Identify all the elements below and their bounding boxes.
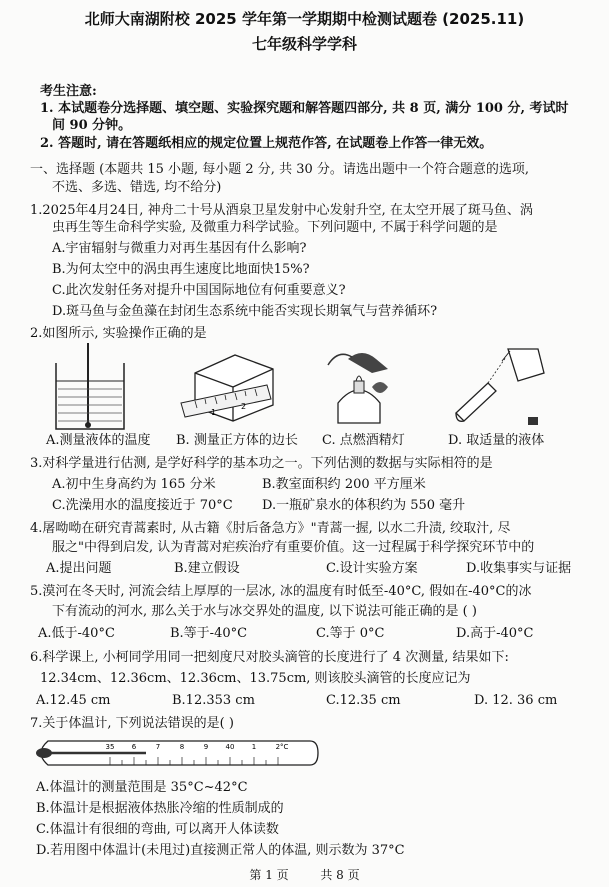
q4-option-a: A.提出问题	[46, 561, 112, 576]
q4-option-d: D.收集事实与证据	[466, 561, 572, 576]
q4-stem-2: 服之"中得到启发, 认为青蒿对疟疾治疗有重要价值。这一过程属于科学探究环节中的	[52, 540, 535, 555]
q3-stem: 3.对科学量进行估测, 是学好科学的基本功之一。下列估测的数据与实际相符的是	[30, 456, 493, 471]
q7-option-b: B.体温计是根据液体热胀冷缩的性质制成的	[36, 801, 284, 816]
scale-label-36: 6	[131, 743, 137, 751]
q7-option-d: D.若用图中体温计(未甩过)直接测正常人的体温, 则示数为 37°C	[36, 843, 405, 858]
page-number: 第 1 页	[249, 868, 289, 882]
q7-option-a: A.体温计的测量范围是 35°C~42°C	[36, 780, 248, 795]
page-total: 共 8 页	[320, 868, 360, 882]
q1-option-b: B.为何太空中的涡虫再生速度比地面快15%?	[52, 262, 310, 277]
q1-option-d: D.斑马鱼与金鱼藻在封闭生态系统中能否实现长期氧气与营养循环?	[52, 304, 438, 319]
q5-option-b: B.等于-40°C	[170, 626, 248, 641]
exam-title: 北师大南湖附校 2025 学年第一学期期中检测试题卷 (2025.11)	[84, 10, 525, 28]
q2-option-a: A.测量液体的温度	[46, 433, 151, 448]
cube-ruler-figure	[175, 345, 285, 425]
scale-label-38: 8	[179, 743, 185, 751]
pour-liquid-figure	[448, 343, 548, 431]
q4-option-c: C.设计实验方案	[326, 561, 418, 576]
scale-label-42: 2°C	[275, 743, 289, 751]
q3-option-b: B.教室面积约 200 平方厘米	[262, 477, 426, 492]
q7-stem: 7.关于体温计, 下列说法错误的是( )	[30, 716, 234, 731]
notice-heading: 考生注意:	[40, 84, 97, 99]
q2-stem: 2.如图所示, 实验操作正确的是	[30, 326, 207, 341]
q6-option-a: A.12.45 cm	[36, 693, 111, 708]
q2-option-b: B. 测量正方体的边长	[176, 433, 298, 448]
q5-option-d: D.高于-40°C	[456, 626, 534, 641]
scale-label-40: 40	[225, 743, 235, 751]
q2-option-c: C. 点燃酒精灯	[322, 433, 405, 448]
scale-label-39: 9	[203, 743, 209, 751]
q1-option-c: C.此次发射任务对提升中国国际地位有何重要意义?	[52, 283, 346, 298]
q1-stem-2: 虫再生等生命科学实验, 及微重力科学试验。下列问题中, 不属于科学问题的是	[52, 220, 498, 235]
notice-line-2: 间 90 分钟。	[52, 118, 132, 133]
alcohol-lamp-figure	[318, 343, 400, 431]
page-footer	[0, 866, 609, 883]
q7-option-c: C.体温计有很细的弯曲, 可以离开人体读数	[36, 822, 279, 837]
q3-option-d: D.一瓶矿泉水的体积约为 550 毫升	[262, 498, 466, 513]
q3-option-a: A.初中生身高约为 165 分米	[52, 477, 216, 492]
q6-option-d: D. 12. 36 cm	[474, 693, 558, 708]
q5-stem-2: 下有流动的河水, 那么关于水与冰交界处的温度, 以下说法可能正确的是 ( )	[52, 604, 477, 619]
q1-stem-1: 1.2025年4月24日, 神舟二十号从酒泉卫星发射中心发射升空, 在太空开展了斑马鱼、涡	[30, 203, 533, 218]
clinical-thermometer-figure	[30, 733, 320, 773]
q5-stem-1: 5.漠河在冬天时, 河流会结上厚厚的一层冰, 冰的温度有时低至-40°C, 假如在-40°C的冰	[30, 584, 532, 599]
q6-stem-2: 12.34cm、12.36cm、12.36cm、13.75cm, 则该胶头滴管的长度应记为	[40, 671, 471, 686]
exam-subtitle: 七年级科学学科	[251, 35, 357, 53]
ruler-tick-2: 2	[241, 402, 247, 411]
q5-option-a: A.低于-40°C	[38, 626, 115, 641]
scale-label-37: 7	[155, 743, 161, 751]
q5-option-c: C.等于 0°C	[316, 626, 385, 641]
q1-option-a: A.宇宙辐射与微重力对再生基因有什么影响?	[52, 241, 307, 256]
notice-line-1: 1. 本试题卷分选择题、填空题、实验探究题和解答题四部分, 共 8 页, 满分 100 分, 考试时	[40, 101, 569, 116]
q3-option-c: C.洗澡用水的温度接近于 70°C	[52, 498, 233, 513]
q6-stem-1: 6.科学课上, 小柯同学用同一把刻度尺对胶头滴管的长度进行了 4 次测量, 结果如下:	[30, 650, 509, 665]
scale-label-35: 35	[105, 743, 115, 751]
q4-stem-1: 4.屠呦呦在研究青蒿素时, 从古籍《肘后备急方》"青蒿一握, 以水二升渍, 绞取汁, 尽	[30, 521, 511, 536]
thermometer-beaker-figure	[48, 343, 130, 433]
q6-option-c: C.12.35 cm	[326, 693, 401, 708]
section-note: 不选、多选、错选, 均不给分)	[52, 180, 222, 195]
ruler-tick-1: 1	[211, 408, 217, 417]
q2-option-d: D. 取适量的液体	[448, 433, 545, 448]
q4-option-b: B.建立假设	[174, 561, 240, 576]
section-heading: 一、选择题 (本题共 15 小题, 每小题 2 分, 共 30 分。请选出题中一个符合题意的选项,	[30, 162, 530, 177]
q6-option-b: B.12.353 cm	[172, 693, 255, 708]
scale-label-41: 1	[251, 743, 257, 751]
notice-line-3: 2. 答题时, 请在答题纸相应的规定位置上规范作答, 在试题卷上作答一律无效。	[40, 136, 493, 151]
